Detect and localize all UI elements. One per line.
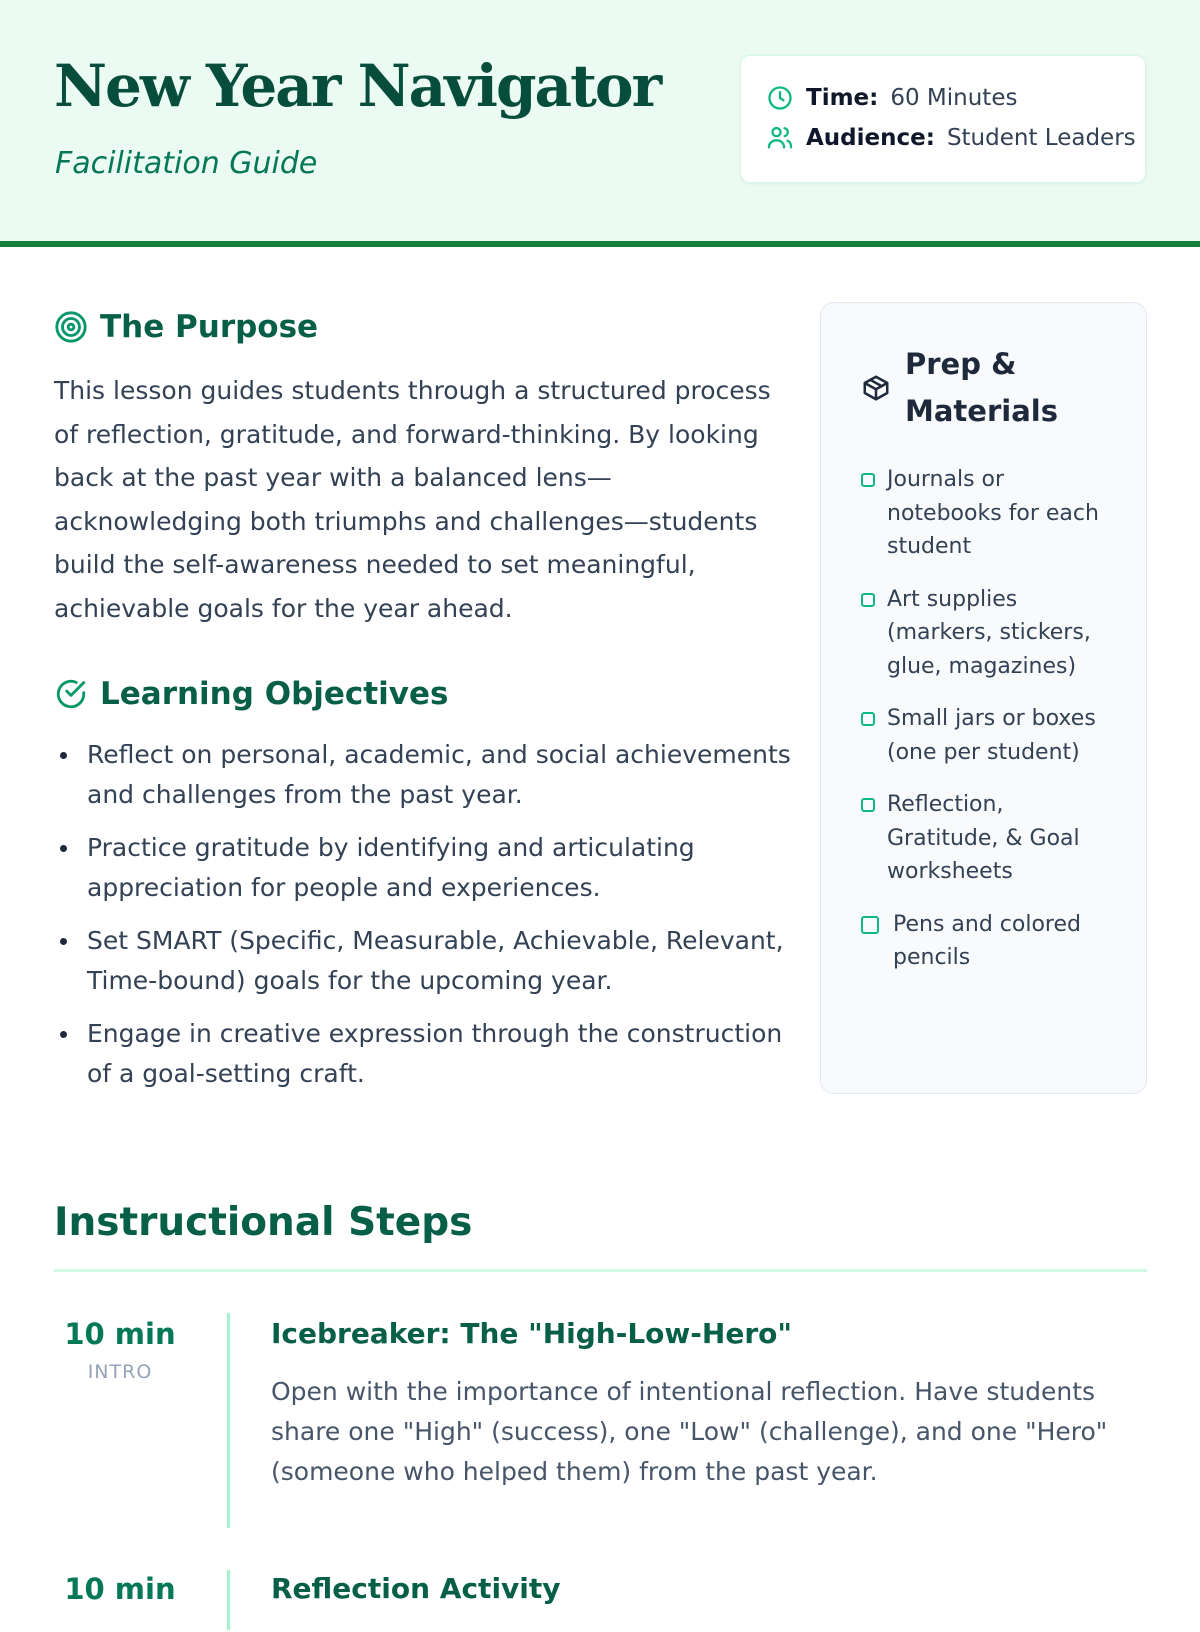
page-title: New Year Navigator — [54, 52, 661, 120]
step-phase: INTRO — [87, 1361, 153, 1383]
objectives-title: Learning Objectives — [100, 676, 449, 712]
purpose-text: This lesson guides students through a structured process of reflection, gratitude, and forward-thinking. By looking back at the past year with a balanced lens—acknowledging both triumphs and challenges—students build the self-awareness needed to set meaningful, achievable goals for the year ahead. — [54, 376, 771, 623]
audience-label: Audience: — [806, 125, 935, 151]
objectives-list — [54, 735, 794, 1107]
prep-item-label: Pens and colored pencils — [893, 911, 1081, 970]
package-icon — [861, 373, 891, 403]
prep-item-label: Reflection, Gratitude, & Goal worksheets — [887, 792, 1080, 884]
step-text: Open with the importance of intentional reflection. Have students share one "High" (success), one "Low" (challenge), and one "Hero" (someone who helped them) from the past year. — [271, 1377, 1108, 1486]
objective-item: Practice gratitude by identifying and articulating appreciation for people and experiences. — [54, 828, 794, 908]
time-value: 60 Minutes — [890, 85, 1018, 111]
page-subtitle: Facilitation Guide — [55, 146, 318, 181]
prep-card — [820, 302, 1147, 1094]
purpose-heading — [54, 305, 318, 349]
objective-item: Reflect on personal, academic, and social achievements and challenges from the past year. — [54, 735, 794, 815]
checkbox-icon[interactable] — [861, 473, 875, 487]
meta-audience-row — [766, 123, 1136, 153]
prep-item-label: Journals or notebooks for each student — [887, 467, 1099, 559]
prep-item-label: Art supplies (markers, stickers, glue, magazines) — [887, 586, 1091, 679]
time-label: Time: — [806, 85, 879, 111]
prep-item — [861, 788, 1121, 889]
prep-heading — [861, 341, 1085, 435]
purpose-title: The Purpose — [100, 309, 319, 345]
step-timeline-line — [227, 1313, 230, 1528]
divider — [54, 1269, 1147, 1272]
prep-title: Prep & Materials — [905, 347, 1058, 428]
prep-item — [861, 908, 1121, 975]
step-item — [54, 1572, 1147, 1632]
step-duration: 10 min — [64, 1317, 176, 1351]
prep-item — [861, 583, 1121, 684]
steps-title: Instructional Steps — [54, 1200, 473, 1245]
checkbox-icon[interactable] — [861, 712, 875, 726]
prep-list — [861, 463, 1121, 994]
step-duration: 10 min — [64, 1572, 176, 1606]
step-title: Reflection Activity — [271, 1572, 561, 1605]
step-timeline-line — [227, 1570, 230, 1630]
users-icon — [766, 124, 794, 152]
prep-item-label: Small jars or boxes (one per student) — [887, 706, 1096, 765]
prep-item — [861, 702, 1121, 769]
objective-item: Engage in creative expression through the construction of a goal-setting craft. — [54, 1014, 794, 1094]
target-icon — [54, 310, 88, 344]
objectives-heading — [54, 672, 448, 716]
meta-time-row — [766, 83, 1017, 113]
checkbox-icon[interactable] — [861, 593, 875, 607]
audience-value: Student Leaders — [946, 125, 1136, 151]
step-item — [54, 1317, 1147, 1537]
checkbox-icon[interactable] — [861, 798, 875, 812]
checkbox-icon[interactable] — [861, 916, 879, 934]
objective-item: Set SMART (Specific, Measurable, Achievable, Relevant, Time-bound) goals for the upcoming year. — [54, 921, 794, 1001]
meta-card — [740, 55, 1146, 183]
check-circle-icon — [54, 677, 88, 711]
step-title: Icebreaker: The "High-Low-Hero" — [271, 1317, 792, 1350]
prep-item — [861, 463, 1121, 564]
clock-icon — [766, 84, 794, 112]
